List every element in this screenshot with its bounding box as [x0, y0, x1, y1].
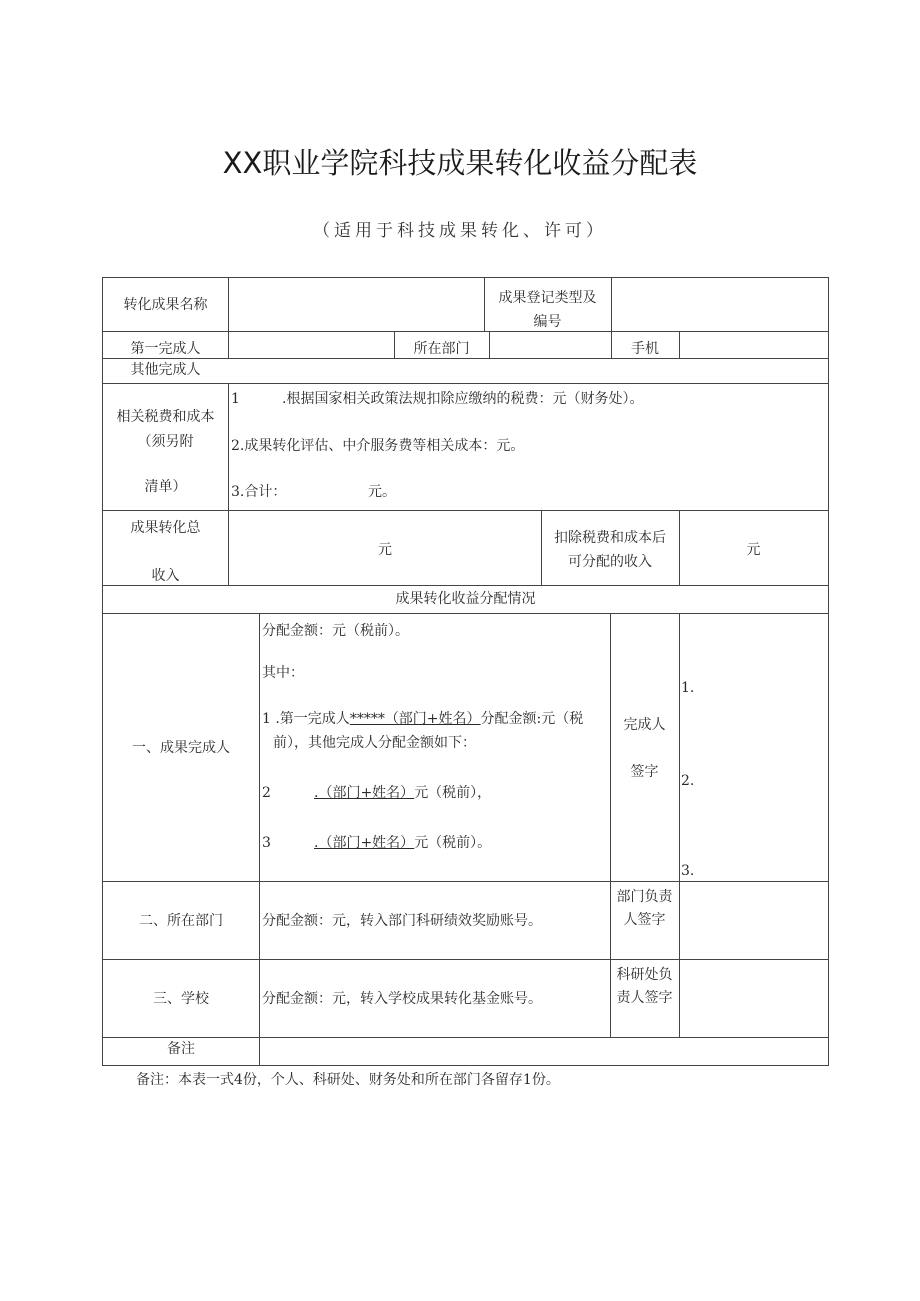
signature-slot-2: 2. [681, 773, 695, 789]
registration-type-label-line1: 成果登记类型及 [498, 290, 597, 306]
achievement-name-label: 转化成果名称 [123, 297, 208, 313]
department-section-label: 二、所在部门 [139, 913, 223, 929]
table-border-bottom [102, 1065, 829, 1066]
page-subtitle: （适用于科技成果转化、许可） [313, 221, 607, 241]
first-completer-label: 第一完成人 [130, 341, 201, 357]
phone-label: 手机 [631, 341, 659, 357]
completer-3-dept-name: .（部门+姓名） [314, 835, 415, 851]
completers-amount: 分配金额：元（税前）。 [262, 623, 409, 639]
completers-among: 其中： [262, 665, 304, 681]
other-completers-label: 其他完成人 [130, 362, 201, 378]
distributable-income-label-line2: 可分配的收入 [568, 554, 652, 570]
completer-3-line [314, 833, 491, 853]
taxes-costs-label-line3: 清单） [144, 479, 187, 495]
completer-3-number: 3 [262, 835, 271, 851]
table-border-top [102, 277, 829, 278]
school-amount: 分配金额：元，转入学校成果转化基金账号。 [262, 991, 542, 1007]
department-sign-label-line2: 人签字 [623, 912, 666, 928]
completers-section-label: 一、成果完成人 [132, 740, 230, 756]
first-completer-prefix: 1 .第一完成人 [262, 711, 350, 727]
completer-2-number: 2 [262, 785, 271, 801]
row-divider [102, 959, 829, 960]
total-item-unit: 元。 [368, 484, 396, 500]
registration-type-label-line2: 编号 [533, 314, 562, 330]
other-completers-intro: 前），其他完成人分配金额如下： [273, 735, 476, 751]
col-divider [679, 613, 680, 1037]
tax-item-text: .根据国家相关政策法规扣除应缴纳的税费：元（财务处）。 [282, 391, 644, 407]
row-divider [102, 331, 829, 332]
department-sign-label-line1: 部门负责 [616, 889, 673, 905]
school-section-label: 三、学校 [153, 991, 209, 1007]
completer-2-line [314, 783, 491, 803]
total-income-label-line1: 成果转化总 [130, 520, 201, 536]
col-divider [259, 613, 260, 1066]
department-amount: 分配金额：元，转入部门科研绩效奖励账号。 [262, 913, 542, 929]
completer-2-dept-name: .（部门+姓名） [314, 785, 415, 801]
total-income-unit: 元 [378, 542, 392, 558]
row-divider [102, 383, 829, 384]
col-divider [228, 277, 229, 358]
col-divider [489, 331, 490, 358]
distributable-income-label-line1: 扣除税费和成本后 [554, 530, 666, 546]
table-border-left [102, 277, 103, 1066]
distributable-income-unit: 元 [746, 542, 761, 558]
page-title: XX职业学院科技成果转化收益分配表 [222, 146, 698, 180]
footnote: 备注：本表一式4份，个人、科研处、财务处和所在部门各留存1份。 [136, 1072, 560, 1088]
distribution-section-header: 成果转化收益分配情况 [395, 591, 536, 607]
completer-sign-label-line1: 完成人 [623, 717, 666, 733]
remarks-label: 备注 [167, 1041, 195, 1057]
table-border-right [828, 277, 829, 1066]
first-completer-dept-name: *****（部门+姓名） [349, 711, 481, 727]
cost-item-text: 2.成果转化评估、中介服务费等相关成本：元。 [231, 438, 525, 454]
col-divider [679, 331, 680, 358]
col-divider [611, 277, 612, 331]
taxes-costs-label-line1: 相关税费和成本 [116, 409, 215, 425]
tax-item-number: 1 [231, 391, 240, 407]
completer-3-amount: 元（税前）。 [414, 835, 492, 851]
total-item-label: 3.合计： [231, 484, 287, 500]
taxes-costs-label-line2: （须另附 [137, 434, 194, 450]
first-completer-line [262, 709, 583, 729]
row-divider [102, 510, 829, 511]
completer-2-amount: 元（税前）， [414, 785, 492, 801]
row-divider [102, 613, 829, 614]
row-divider [102, 1037, 829, 1038]
first-completer-amount: 分配金额:元（税 [480, 711, 584, 727]
completer-sign-label-line2: 签字 [630, 764, 659, 780]
row-divider [102, 881, 829, 882]
research-office-sign-label-line2: 责人签字 [616, 990, 673, 1006]
department-label: 所在部门 [413, 341, 470, 357]
total-income-label-line2: 收入 [151, 568, 180, 584]
research-office-sign-label-line1: 科研处负 [616, 967, 673, 983]
signature-slot-1: 1. [681, 680, 695, 696]
signature-slot-3: 3. [681, 863, 695, 879]
